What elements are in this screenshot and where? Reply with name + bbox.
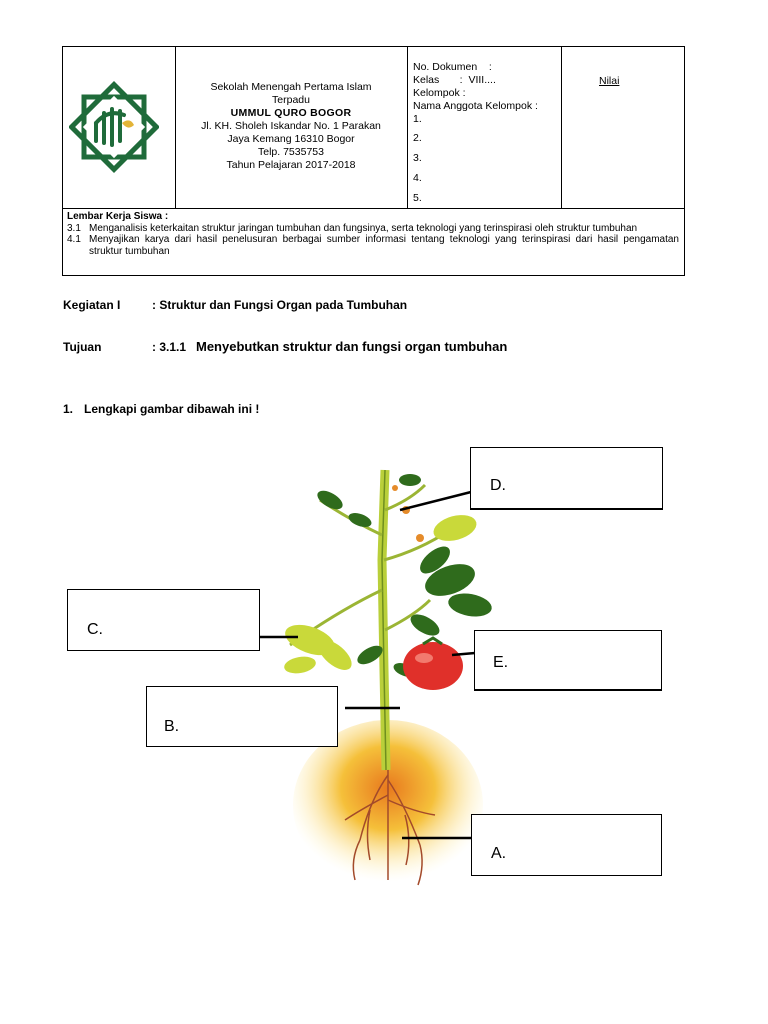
label-d: D. <box>490 477 506 494</box>
member-1: 1. <box>413 113 422 125</box>
kelas-field: Kelas : VIII.... <box>413 74 496 86</box>
label-c: C. <box>87 621 103 638</box>
school-address: Jl. KH. Sholeh Iskandar No. 1 Parakan <box>201 120 381 132</box>
lks-section <box>67 211 679 257</box>
document-info <box>413 61 538 208</box>
label-box-d[interactable] <box>470 447 663 510</box>
member-2: 2. <box>413 132 422 144</box>
label-box-c[interactable] <box>67 589 260 651</box>
label-a: A. <box>491 845 507 862</box>
kegiatan-text: : Struktur dan Fungsi Organ pada Tumbuhan <box>152 298 408 312</box>
kegiatan-label: Kegiatan I <box>63 298 121 312</box>
lks-item-number: 4.1 <box>67 234 81 245</box>
school-logo <box>69 75 159 179</box>
label-box-a[interactable] <box>471 814 662 876</box>
divider <box>561 47 562 209</box>
lks-item-text: Menyajikan karya dari hasil penelusuran berbagai sumber informasi tentang teknologi yang terinspirasi dari hasil pengamatan struktur tumbuhan <box>89 234 679 257</box>
lks-item-text: Menganalisis keterkaitan struktur jaringan tumbuhan dan fungsinya, serta teknologi yang terinspirasi oleh struktur tumbuhan <box>89 222 638 234</box>
school-info <box>175 81 407 172</box>
flowers <box>392 485 424 542</box>
kelompok-field: Kelompok : <box>413 87 466 99</box>
lks-item-number: 3.1 <box>67 222 81 234</box>
tujuan-code: : 3.1.1 <box>152 340 187 354</box>
lks-item <box>67 234 679 257</box>
anggota-field: Nama Anggota Kelompok : <box>413 100 538 112</box>
school-name: UMMUL QURO BOGOR <box>230 107 352 119</box>
tomato-fruit <box>403 642 463 690</box>
school-line: Terpadu <box>272 94 310 106</box>
lks-item <box>67 223 679 235</box>
member-5: 5. <box>413 192 422 204</box>
school-address: Jaya Kemang 16310 Bogor <box>227 133 355 145</box>
tujuan-label: Tujuan <box>63 340 102 354</box>
question-text: Lengkapi gambar dibawah ini ! <box>84 402 260 416</box>
label-e: E. <box>493 654 509 671</box>
label-box-b[interactable] <box>146 686 338 747</box>
label-box-e[interactable] <box>474 630 662 691</box>
divider <box>407 47 408 209</box>
label-b: B. <box>164 718 180 735</box>
member-3: 3. <box>413 152 422 164</box>
member-4: 4. <box>413 172 422 184</box>
school-line: Sekolah Menengah Pertama Islam <box>210 81 372 93</box>
school-year: Tahun Pelajaran 2017-2018 <box>226 159 356 171</box>
school-phone: Telp. 7535753 <box>258 146 324 158</box>
tujuan-text: Menyebutkan struktur dan fungsi organ tumbuhan <box>196 339 508 354</box>
doc-number: No. Dokumen : <box>413 61 492 73</box>
divider <box>63 208 684 209</box>
question-number: 1. <box>63 402 74 416</box>
nilai-label: Nilai <box>599 75 620 87</box>
lks-title: Lembar Kerja Siswa : <box>67 211 169 222</box>
header-table <box>62 46 685 276</box>
